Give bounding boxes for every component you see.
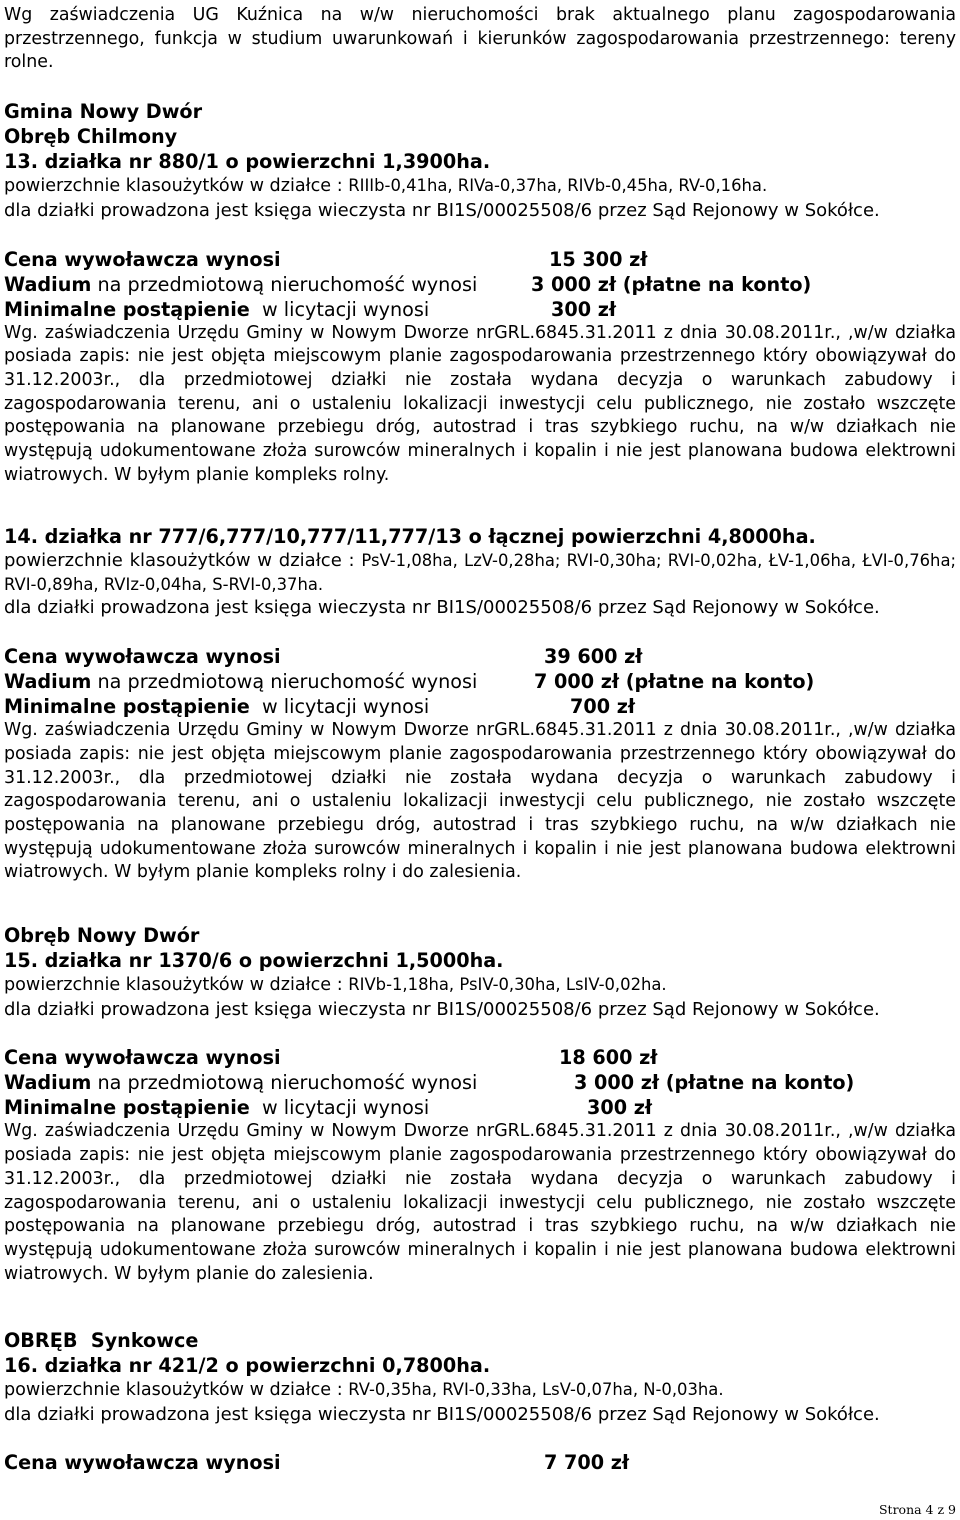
deposit-row bbox=[4, 1070, 956, 1095]
deposit-label bbox=[4, 669, 477, 694]
parcel-title: 14. działka nr 777/6,777/10,777/11,777/13 o łącznej powierzchni 4,8000ha. bbox=[4, 525, 816, 548]
obreb-heading bbox=[4, 1328, 956, 1353]
min-bid-value: 300 zł bbox=[551, 297, 617, 321]
gmina-heading: Gmina Nowy Dwór bbox=[4, 100, 203, 124]
deposit-label bbox=[4, 1070, 477, 1095]
land-classes-label: powierzchnie klasoużytków w działce : bbox=[4, 1380, 343, 1400]
zoning-description: Wg. zaświadczenia Urzędu Gminy w Nowym Dworze nrGRL.6845.31.2011 z dnia 30.08.2011r., ,w/w działka posiada zapis: nie jest objęta miejscowym planie zagospodarowania przestrzennego który obowiązywał do 31.12.2003r., dla przedmiotowej działki nie została wydana decyzja o warunkach zabudowy i zagospodarowania terenu, ani o ustaleniu lokalizacji inwestycji celu publicznego, nie zostało wszczęte postępowania na planowane przebiegu dróg, autostrad i tras szybkiego ruchu, na w/w działkach nie występują udokumentowane złoża surowców mineralnych i kopalin i nie jest planowana budowa elektrowni wiatrowych. W byłym planie kompleks rolny. bbox=[4, 322, 956, 485]
starting-price-row bbox=[4, 644, 956, 669]
zoning-description: Wg. zaświadczenia Urzędu Gminy w Nowym Dworze nrGRL.6845.31.2011 z dnia 30.08.2011r., ,w/w działka posiada zapis: nie jest objęta miejscowym planie zagospodarowania przestrzennego który obowiązywał do 31.12.2003r., dla przedmiotowej działki nie została wydana decyzja o warunkach zabudowy i zagospodarowania terenu, ani o ustaleniu lokalizacji inwestycji celu publicznego, nie zostało wszczęte postępowania na planowane przebiegu dróg, autostrad i tras szybkiego ruchu, na w/w działkach nie występują udokumentowane złoża surowców mineralnych i kopalin i nie jest planowana budowa elektrowni wiatrowych. W byłym planie kompleks rolny i do zalesienia. bbox=[4, 720, 956, 883]
parcel-title: 13. działka nr 880/1 o powierzchni 1,3900ha. bbox=[4, 150, 491, 174]
land-classes bbox=[4, 174, 956, 199]
page-number: Strona 4 z 9 bbox=[878, 1502, 956, 1517]
zoning-description: Wg. zaświadczenia Urzędu Gminy w Nowym Dworze nrGRL.6845.31.2011 z dnia 30.08.2011r., ,w/w działka posiada zapis: nie jest objęta miejscowym planie zagospodarowania przestrzennego który obowiązywał do 31.12.2003r., dla przedmiotowej działki nie została wydana decyzja o warunkach zabudowy i zagospodarowania terenu, ani o ustaleniu lokalizacji inwestycji celu publicznego, nie zostało wszczęte postępowania na planowane przebiegu dróg, autostrad i tras szybkiego ruchu, na w/w działkach nie występują udokumentowane złoża surowców mineralnych i kopalin i nie jest planowana budowa elektrowni wiatrowych. W byłym planie do zalesienia. bbox=[4, 1121, 956, 1284]
starting-price-label: Cena wywoławcza wynosi bbox=[4, 1451, 281, 1475]
land-register: dla działki prowadzona jest księga wieczysta nr BI1S/00025508/6 przez Sąd Rejonowy w Sokółce. bbox=[4, 199, 880, 221]
starting-price-value: 7 700 zł bbox=[544, 1451, 630, 1475]
starting-price-row bbox=[4, 247, 956, 272]
min-bid-value: 700 zł bbox=[570, 695, 636, 719]
deposit-label-bold: Wadium bbox=[4, 670, 92, 694]
min-bid-label bbox=[4, 1095, 429, 1120]
land-classes bbox=[4, 973, 956, 998]
deposit-value: 7 000 zł (płatne na konto) bbox=[534, 670, 815, 694]
deposit-value: 3 000 zł (płatne na konto) bbox=[574, 1071, 855, 1095]
min-bid-label-bold: Minimalne postąpienie bbox=[4, 297, 250, 321]
obreb-label: OBRĘB bbox=[4, 1329, 78, 1352]
min-bid-label-rest: w licytacji wynosi bbox=[262, 1096, 430, 1120]
land-classes-values: PsV-1,08ha, LzV-0,28ha; RVI-0,30ha; RVI-0,02ha, ŁV-1,06ha, ŁVI-0,76ha; RVI-0,89ha, RVIz-0,04ha, S-RVI-0,37ha. bbox=[4, 551, 957, 594]
section-parcel-15 bbox=[4, 923, 956, 1286]
land-register: dla działki prowadzona jest księga wieczysta nr BI1S/00025508/6 przez Sąd Rejonowy w Sokółce. bbox=[4, 1403, 880, 1425]
starting-price-label: Cena wywoławcza wynosi bbox=[4, 645, 281, 669]
land-classes bbox=[4, 549, 956, 596]
section-parcel-16 bbox=[4, 1328, 956, 1475]
intro-paragraph: Wg zaświadczenia UG Kuźnica na w/w nieruchomości brak aktualnego planu zagospodarowania przestrzennego, funkcja w studium uwarunkowań i kierunków zagospodarowania przestrzennego: tereny rolne. bbox=[4, 5, 956, 73]
min-bid-label bbox=[4, 297, 429, 322]
min-bid-row bbox=[4, 694, 956, 719]
deposit-row bbox=[4, 272, 956, 297]
obreb-heading: Obręb Nowy Dwór bbox=[4, 924, 200, 947]
land-classes bbox=[4, 1378, 956, 1403]
land-register: dla działki prowadzona jest księga wieczysta nr BI1S/00025508/6 przez Sąd Rejonowy w Sokółce. bbox=[4, 597, 880, 619]
parcel-title: 16. działka nr 421/2 o powierzchni 0,7800ha. bbox=[4, 1354, 491, 1377]
min-bid-label-rest: w licytacji wynosi bbox=[262, 695, 430, 719]
obreb-heading: Obręb Chilmony bbox=[4, 125, 178, 149]
min-bid-row bbox=[4, 1095, 956, 1120]
parcel-title: 15. działka nr 1370/6 o powierzchni 1,5000ha. bbox=[4, 949, 504, 972]
land-classes-values: RIIIb-0,41ha, RIVa-0,37ha, RIVb-0,45ha, RV-0,16ha. bbox=[348, 176, 768, 196]
min-bid-value: 300 zł bbox=[587, 1096, 653, 1120]
starting-price-row bbox=[4, 1045, 956, 1070]
min-bid-label-rest: w licytacji wynosi bbox=[262, 297, 430, 321]
section-parcel-14 bbox=[4, 524, 956, 885]
min-bid-label-bold: Minimalne postąpienie bbox=[4, 695, 250, 719]
starting-price-label: Cena wywoławcza wynosi bbox=[4, 247, 281, 271]
land-register: dla działki prowadzona jest księga wieczysta nr BI1S/00025508/6 przez Sąd Rejonowy w Sokółce. bbox=[4, 998, 880, 1020]
min-bid-label-bold: Minimalne postąpienie bbox=[4, 1096, 250, 1120]
land-classes-label: powierzchnie klasoużytków w działce : bbox=[4, 550, 355, 571]
obreb-name: Synkowce bbox=[90, 1329, 199, 1352]
deposit-label-bold: Wadium bbox=[4, 1071, 92, 1095]
deposit-label-rest: na przedmiotową nieruchomość wynosi bbox=[97, 670, 478, 694]
land-classes-values: RIVb-1,18ha, PsIV-0,30ha, LsIV-0,02ha. bbox=[348, 975, 667, 994]
deposit-label-rest: na przedmiotową nieruchomość wynosi bbox=[97, 272, 478, 296]
min-bid-row bbox=[4, 297, 956, 322]
section-parcel-13 bbox=[4, 4, 956, 487]
starting-price-value: 15 300 zł bbox=[549, 247, 648, 271]
starting-price-label: Cena wywoławcza wynosi bbox=[4, 1046, 281, 1070]
deposit-label bbox=[4, 272, 477, 297]
min-bid-label bbox=[4, 694, 429, 719]
starting-price-row bbox=[4, 1450, 956, 1475]
starting-price-value: 39 600 zł bbox=[544, 645, 643, 669]
deposit-label-bold: Wadium bbox=[4, 272, 92, 296]
deposit-label-rest: na przedmiotową nieruchomość wynosi bbox=[97, 1071, 478, 1095]
land-classes-label: powierzchnie klasoużytków w działce : bbox=[4, 975, 343, 995]
deposit-value: 3 000 zł (płatne na konto) bbox=[531, 272, 812, 296]
land-classes-values: RV-0,35ha, RVI-0,33ha, LsV-0,07ha, N-0,03ha. bbox=[348, 1380, 724, 1399]
deposit-row bbox=[4, 669, 956, 694]
starting-price-value: 18 600 zł bbox=[559, 1046, 658, 1070]
land-classes-label: powierzchnie klasoużytków w działce : bbox=[4, 176, 343, 197]
